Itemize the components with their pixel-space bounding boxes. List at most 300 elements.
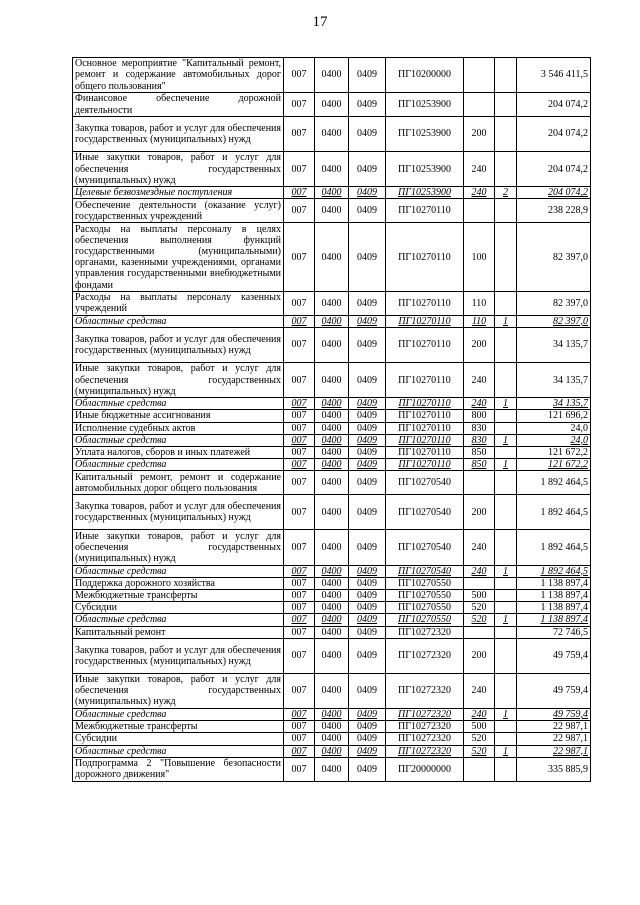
table-row — [73, 495, 591, 530]
table-row — [73, 626, 591, 638]
section-code: 0400 — [315, 116, 349, 151]
subsection-code: 0409 — [349, 422, 386, 434]
subsection-code: 0409 — [349, 447, 386, 459]
admin-code: 007 — [284, 199, 315, 223]
admin-code: 007 — [284, 471, 315, 495]
expense-type-code — [464, 471, 495, 495]
amount: 1 138 897,4 — [517, 589, 591, 601]
section-code: 0400 — [315, 733, 349, 745]
admin-code: 007 — [284, 398, 315, 410]
target-item-code: ПГ10270110 — [386, 422, 464, 434]
expense-type-code: 110 — [464, 291, 495, 315]
funding-source-code — [495, 291, 517, 315]
table-row — [73, 733, 591, 745]
target-item-code: ПГ10270540 — [386, 530, 464, 565]
target-item-code: ПГ10270540 — [386, 471, 464, 495]
target-item-code: ПГ10270110 — [386, 199, 464, 223]
table-row — [73, 93, 591, 117]
amount: 1 138 897,4 — [517, 602, 591, 614]
admin-code: 007 — [284, 757, 315, 781]
row-name: Областные средства — [73, 565, 284, 577]
subsection-code: 0409 — [349, 602, 386, 614]
expense-type-code: 110 — [464, 315, 495, 327]
subsection-code: 0409 — [349, 495, 386, 530]
section-code: 0400 — [315, 328, 349, 363]
row-name: Иные закупки товаров, работ и услуг для обеспечения государственных (муниципальных) нужд — [73, 673, 284, 708]
target-item-code: ПГ10270540 — [386, 565, 464, 577]
funding-source-code — [495, 223, 517, 292]
expense-type-code — [464, 577, 495, 589]
expense-type-code — [464, 757, 495, 781]
row-name: Закупка товаров, работ и услуг для обеспечения государственных (муниципальных) нужд — [73, 116, 284, 151]
funding-source-code — [495, 58, 517, 93]
table-row — [73, 152, 591, 187]
admin-code: 007 — [284, 673, 315, 708]
admin-code: 007 — [284, 93, 315, 117]
row-name: Субсидии — [73, 733, 284, 745]
funding-source-code — [495, 93, 517, 117]
admin-code: 007 — [284, 614, 315, 626]
subsection-code: 0409 — [349, 187, 386, 199]
expense-type-code: 240 — [464, 187, 495, 199]
target-item-code: ПГ10270540 — [386, 495, 464, 530]
admin-code: 007 — [284, 459, 315, 471]
section-code: 0400 — [315, 745, 349, 757]
table-row — [73, 328, 591, 363]
expense-type-code: 800 — [464, 410, 495, 422]
admin-code: 007 — [284, 565, 315, 577]
amount: 82 397,0 — [517, 315, 591, 327]
row-name: Областные средства — [73, 745, 284, 757]
page-number: 17 — [312, 14, 328, 30]
expense-type-code: 850 — [464, 447, 495, 459]
section-code: 0400 — [315, 459, 349, 471]
target-item-code: ПГ10270110 — [386, 315, 464, 327]
amount: 22 987,1 — [517, 733, 591, 745]
amount: 34 135,7 — [517, 398, 591, 410]
expense-type-code: 240 — [464, 398, 495, 410]
admin-code: 007 — [284, 58, 315, 93]
table-row — [73, 187, 591, 199]
amount: 121 672,2 — [517, 447, 591, 459]
row-name: Межбюджетные трансферты — [73, 589, 284, 601]
row-name: Основное мероприятие "Капитальный ремонт, ремонт и содержание автомобильных дорог общего пользования" — [73, 58, 284, 93]
amount: 335 885,9 — [517, 757, 591, 781]
target-item-code: ПГ10270550 — [386, 589, 464, 601]
table-row — [73, 291, 591, 315]
table-row — [73, 363, 591, 398]
admin-code: 007 — [284, 708, 315, 720]
table-row — [73, 223, 591, 292]
expense-type-code: 200 — [464, 638, 495, 673]
expense-type-code: 500 — [464, 721, 495, 733]
row-name: Финансовое обеспечение дорожной деятельности — [73, 93, 284, 117]
admin-code: 007 — [284, 733, 315, 745]
funding-source-code — [495, 495, 517, 530]
table-row — [73, 614, 591, 626]
amount: 34 135,7 — [517, 363, 591, 398]
subsection-code: 0409 — [349, 577, 386, 589]
expense-type-code: 240 — [464, 708, 495, 720]
subsection-code: 0409 — [349, 589, 386, 601]
amount: 204 074,2 — [517, 93, 591, 117]
funding-source-code — [495, 721, 517, 733]
expense-type-code: 520 — [464, 614, 495, 626]
amount: 238 228,9 — [517, 199, 591, 223]
amount: 1 892 464,5 — [517, 471, 591, 495]
funding-source-code: 1 — [495, 565, 517, 577]
target-item-code: ПГ10270110 — [386, 328, 464, 363]
funding-source-code — [495, 757, 517, 781]
subsection-code: 0409 — [349, 223, 386, 292]
funding-source-code: 1 — [495, 459, 517, 471]
amount: 22 987,1 — [517, 721, 591, 733]
funding-source-code: 1 — [495, 745, 517, 757]
amount: 204 074,2 — [517, 116, 591, 151]
table-row — [73, 721, 591, 733]
row-name: Областные средства — [73, 708, 284, 720]
funding-source-code — [495, 530, 517, 565]
target-item-code: ПГ10270110 — [386, 434, 464, 446]
row-name: Межбюджетные трансферты — [73, 721, 284, 733]
target-item-code: ПГ10270110 — [386, 447, 464, 459]
expense-type-code: 240 — [464, 673, 495, 708]
subsection-code: 0409 — [349, 530, 386, 565]
funding-source-code — [495, 602, 517, 614]
funding-source-code — [495, 410, 517, 422]
amount: 1 138 897,4 — [517, 614, 591, 626]
admin-code: 007 — [284, 589, 315, 601]
admin-code: 007 — [284, 721, 315, 733]
table-row — [73, 589, 591, 601]
funding-source-code: 2 — [495, 187, 517, 199]
admin-code: 007 — [284, 116, 315, 151]
subsection-code: 0409 — [349, 721, 386, 733]
funding-source-code — [495, 733, 517, 745]
funding-source-code — [495, 673, 517, 708]
section-code: 0400 — [315, 757, 349, 781]
subsection-code: 0409 — [349, 673, 386, 708]
subsection-code: 0409 — [349, 363, 386, 398]
section-code: 0400 — [315, 422, 349, 434]
section-code: 0400 — [315, 434, 349, 446]
admin-code: 007 — [284, 328, 315, 363]
target-item-code: ПГ10272320 — [386, 626, 464, 638]
target-item-code: ПГ10270550 — [386, 577, 464, 589]
target-item-code: ПГ10270110 — [386, 223, 464, 292]
amount: 1 892 464,5 — [517, 565, 591, 577]
expense-type-code — [464, 626, 495, 638]
target-item-code: ПГ10253900 — [386, 116, 464, 151]
table-row — [73, 116, 591, 151]
table-row — [73, 577, 591, 589]
budget-table — [72, 57, 591, 782]
table-row — [73, 315, 591, 327]
target-item-code: ПГ10272320 — [386, 673, 464, 708]
amount: 49 759,4 — [517, 673, 591, 708]
row-name: Целевые безвозмездные поступления — [73, 187, 284, 199]
section-code: 0400 — [315, 152, 349, 187]
table-row — [73, 410, 591, 422]
subsection-code: 0409 — [349, 626, 386, 638]
funding-source-code: 1 — [495, 614, 517, 626]
table-row — [73, 638, 591, 673]
section-code: 0400 — [315, 721, 349, 733]
subsection-code: 0409 — [349, 315, 386, 327]
amount: 1 892 464,5 — [517, 530, 591, 565]
expense-type-code: 200 — [464, 495, 495, 530]
row-name: Иные закупки товаров, работ и услуг для обеспечения государственных (муниципальных) нужд — [73, 363, 284, 398]
section-code: 0400 — [315, 223, 349, 292]
subsection-code: 0409 — [349, 328, 386, 363]
row-name: Иные бюджетные ассигнования — [73, 410, 284, 422]
row-name: Областные средства — [73, 315, 284, 327]
section-code: 0400 — [315, 495, 349, 530]
budget-table-body — [73, 58, 591, 782]
target-item-code: ПГ10200000 — [386, 58, 464, 93]
subsection-code: 0409 — [349, 434, 386, 446]
section-code: 0400 — [315, 530, 349, 565]
expense-type-code — [464, 93, 495, 117]
funding-source-code — [495, 422, 517, 434]
expense-type-code: 830 — [464, 422, 495, 434]
admin-code: 007 — [284, 745, 315, 757]
expense-type-code: 240 — [464, 530, 495, 565]
target-item-code: ПГ10270110 — [386, 363, 464, 398]
row-name: Уплата налогов, сборов и иных платежей — [73, 447, 284, 459]
funding-source-code — [495, 328, 517, 363]
amount: 1 138 897,4 — [517, 577, 591, 589]
section-code: 0400 — [315, 315, 349, 327]
funding-source-code — [495, 638, 517, 673]
table-row — [73, 422, 591, 434]
admin-code: 007 — [284, 602, 315, 614]
row-name: Исполнение судебных актов — [73, 422, 284, 434]
target-item-code: ПГ10270550 — [386, 614, 464, 626]
section-code: 0400 — [315, 410, 349, 422]
section-code: 0400 — [315, 199, 349, 223]
section-code: 0400 — [315, 602, 349, 614]
section-code: 0400 — [315, 565, 349, 577]
admin-code: 007 — [284, 410, 315, 422]
section-code: 0400 — [315, 187, 349, 199]
funding-source-code: 1 — [495, 434, 517, 446]
row-name: Обеспечение деятельности (оказание услуг) государственных учреждений — [73, 199, 284, 223]
expense-type-code: 500 — [464, 589, 495, 601]
subsection-code: 0409 — [349, 614, 386, 626]
section-code: 0400 — [315, 673, 349, 708]
subsection-code: 0409 — [349, 58, 386, 93]
section-code: 0400 — [315, 471, 349, 495]
target-item-code: ПГ10253900 — [386, 93, 464, 117]
amount: 204 074,2 — [517, 187, 591, 199]
section-code: 0400 — [315, 638, 349, 673]
table-row — [73, 565, 591, 577]
subsection-code: 0409 — [349, 398, 386, 410]
expense-type-code: 200 — [464, 328, 495, 363]
admin-code: 007 — [284, 223, 315, 292]
admin-code: 007 — [284, 626, 315, 638]
table-row — [73, 459, 591, 471]
subsection-code: 0409 — [349, 471, 386, 495]
section-code: 0400 — [315, 614, 349, 626]
row-name: Областные средства — [73, 398, 284, 410]
row-name: Капитальный ремонт, ремонт и содержание автомобильных дорог общего пользования — [73, 471, 284, 495]
funding-source-code — [495, 152, 517, 187]
section-code: 0400 — [315, 93, 349, 117]
target-item-code: ПГ10272320 — [386, 708, 464, 720]
funding-source-code — [495, 589, 517, 601]
target-item-code: ПГ10270110 — [386, 459, 464, 471]
subsection-code: 0409 — [349, 93, 386, 117]
expense-type-code: 520 — [464, 745, 495, 757]
row-name: Областные средства — [73, 434, 284, 446]
admin-code: 007 — [284, 152, 315, 187]
table-row — [73, 199, 591, 223]
target-item-code: ПГ10270550 — [386, 602, 464, 614]
table-row — [73, 530, 591, 565]
section-code: 0400 — [315, 291, 349, 315]
funding-source-code — [495, 199, 517, 223]
target-item-code: ПГ10272320 — [386, 721, 464, 733]
row-name: Иные закупки товаров, работ и услуг для обеспечения государственных (муниципальных) нужд — [73, 530, 284, 565]
subsection-code: 0409 — [349, 733, 386, 745]
table-row — [73, 471, 591, 495]
funding-source-code — [495, 471, 517, 495]
subsection-code: 0409 — [349, 459, 386, 471]
subsection-code: 0409 — [349, 410, 386, 422]
funding-source-code — [495, 447, 517, 459]
expense-type-code: 200 — [464, 116, 495, 151]
row-name: Расходы на выплаты персоналу в целях обеспечения выполнения функций государственными (муниципальными) органами, казенными учреждениями, органами управления государственными внебюджетными фондами — [73, 223, 284, 292]
subsection-code: 0409 — [349, 199, 386, 223]
funding-source-code: 1 — [495, 708, 517, 720]
expense-type-code: 830 — [464, 434, 495, 446]
row-name: Иные закупки товаров, работ и услуг для обеспечения государственных (муниципальных) нужд — [73, 152, 284, 187]
expense-type-code — [464, 58, 495, 93]
subsection-code: 0409 — [349, 757, 386, 781]
subsection-code: 0409 — [349, 745, 386, 757]
amount: 3 546 411,5 — [517, 58, 591, 93]
expense-type-code: 100 — [464, 223, 495, 292]
amount: 82 397,0 — [517, 291, 591, 315]
row-name: Областные средства — [73, 614, 284, 626]
amount: 1 892 464,5 — [517, 495, 591, 530]
row-name: Закупка товаров, работ и услуг для обеспечения государственных (муниципальных) нужд — [73, 638, 284, 673]
funding-source-code — [495, 626, 517, 638]
table-row — [73, 757, 591, 781]
table-row — [73, 58, 591, 93]
amount: 72 746,5 — [517, 626, 591, 638]
admin-code: 007 — [284, 422, 315, 434]
admin-code: 007 — [284, 447, 315, 459]
expense-type-code: 240 — [464, 152, 495, 187]
admin-code: 007 — [284, 530, 315, 565]
row-name: Субсидии — [73, 602, 284, 614]
amount: 49 759,4 — [517, 638, 591, 673]
amount: 22 987,1 — [517, 745, 591, 757]
expense-type-code — [464, 199, 495, 223]
subsection-code: 0409 — [349, 291, 386, 315]
row-name: Закупка товаров, работ и услуг для обеспечения государственных (муниципальных) нужд — [73, 328, 284, 363]
expense-type-code: 850 — [464, 459, 495, 471]
table-row — [73, 447, 591, 459]
amount: 121 696,2 — [517, 410, 591, 422]
row-name: Подпрограмма 2 "Повышение безопасности дорожного движения" — [73, 757, 284, 781]
table-row — [73, 673, 591, 708]
amount: 49 759,4 — [517, 708, 591, 720]
target-item-code: ПГ10272320 — [386, 745, 464, 757]
amount: 82 397,0 — [517, 223, 591, 292]
amount: 34 135,7 — [517, 328, 591, 363]
section-code: 0400 — [315, 626, 349, 638]
section-code: 0400 — [315, 398, 349, 410]
row-name: Расходы на выплаты персоналу казенных учреждений — [73, 291, 284, 315]
table-row — [73, 398, 591, 410]
admin-code: 007 — [284, 577, 315, 589]
funding-source-code — [495, 116, 517, 151]
subsection-code: 0409 — [349, 116, 386, 151]
funding-source-code: 1 — [495, 315, 517, 327]
target-item-code: ПГ10253900 — [386, 152, 464, 187]
subsection-code: 0409 — [349, 152, 386, 187]
funding-source-code — [495, 363, 517, 398]
target-item-code: ПГ10272320 — [386, 638, 464, 673]
target-item-code: ПГ10270110 — [386, 398, 464, 410]
amount: 24,0 — [517, 422, 591, 434]
row-name: Закупка товаров, работ и услуг для обеспечения государственных (муниципальных) нужд — [73, 495, 284, 530]
admin-code: 007 — [284, 315, 315, 327]
subsection-code: 0409 — [349, 565, 386, 577]
admin-code: 007 — [284, 434, 315, 446]
admin-code: 007 — [284, 638, 315, 673]
amount: 24,0 — [517, 434, 591, 446]
admin-code: 007 — [284, 363, 315, 398]
target-item-code: ПГ10253900 — [386, 187, 464, 199]
section-code: 0400 — [315, 58, 349, 93]
row-name: Поддержка дорожного хозяйства — [73, 577, 284, 589]
table-row — [73, 434, 591, 446]
expense-type-code: 520 — [464, 602, 495, 614]
subsection-code: 0409 — [349, 708, 386, 720]
target-item-code: ПГ10270110 — [386, 291, 464, 315]
amount: 204 074,2 — [517, 152, 591, 187]
section-code: 0400 — [315, 708, 349, 720]
expense-type-code: 520 — [464, 733, 495, 745]
row-name: Капитальный ремонт — [73, 626, 284, 638]
table-row — [73, 708, 591, 720]
table-row — [73, 602, 591, 614]
expense-type-code: 240 — [464, 363, 495, 398]
admin-code: 007 — [284, 495, 315, 530]
admin-code: 007 — [284, 291, 315, 315]
section-code: 0400 — [315, 577, 349, 589]
funding-source-code: 1 — [495, 398, 517, 410]
section-code: 0400 — [315, 447, 349, 459]
section-code: 0400 — [315, 363, 349, 398]
subsection-code: 0409 — [349, 638, 386, 673]
target-item-code: ПГ10272320 — [386, 733, 464, 745]
table-row — [73, 745, 591, 757]
expense-type-code: 240 — [464, 565, 495, 577]
target-item-code: ПГ20000000 — [386, 757, 464, 781]
section-code: 0400 — [315, 589, 349, 601]
row-name: Областные средства — [73, 459, 284, 471]
target-item-code: ПГ10270110 — [386, 410, 464, 422]
amount: 121 672,2 — [517, 459, 591, 471]
funding-source-code — [495, 577, 517, 589]
admin-code: 007 — [284, 187, 315, 199]
